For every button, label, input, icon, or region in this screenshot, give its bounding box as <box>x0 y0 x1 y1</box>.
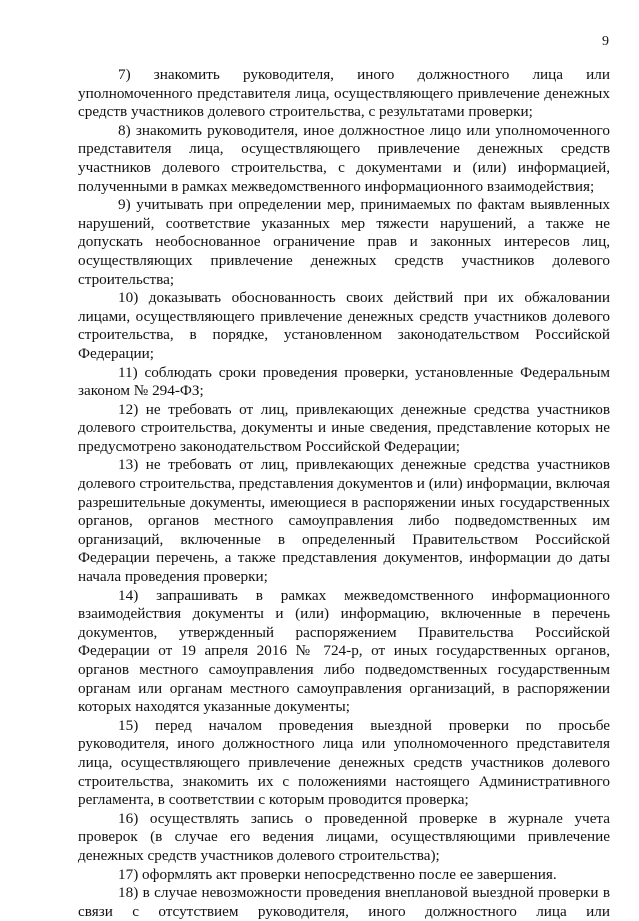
paragraph-item-18: 18) в случае невозможности проведения внеплановой выездной проверки в связи с отсутствием руководителя, иного должностного лица или <box>78 884 610 920</box>
paragraph-item-14: 14) запрашивать в рамках межведомственного информационного взаимодействия документы и (или) информацию, включенные в перечень документов, утвержденный распоряжением Правительства Российской Федерации от 19 апреля 2016 № 724-р, от иных государственных органов, органов местного самоуправления либо подведомственных государственным органам или органам местного самоуправления организаций, в распоряжении которых находятся указанные документы; <box>78 586 610 716</box>
paragraph-item-13: 13) не требовать от лиц, привлекающих денежные средства участников долевого строительства, представления документов и (или) информации, включая разрешительные документы, имеющиеся в распоряжении иных государственных органов, органов местного самоуправления либо подведомственных им организаций, включенные в определенный Правительством Российской Федерации перечень, а также представления документов, информации до даты начала проведения проверки; <box>78 456 610 586</box>
paragraph-item-7: 7) знакомить руководителя, иного должностного лица или уполномоченного представителя лица, осуществляющего привлечение денежных средств участников долевого строительства, с результатами проверки; <box>78 66 610 121</box>
paragraph-item-9: 9) учитывать при определении мер, принимаемых по фактам выявленных нарушений, соответствие указанных мер тяжести нарушений, а также не допускать необоснованное ограничение прав и законных интересов лиц, осуществляющих привлечение денежных средств участников долевого строительства; <box>78 196 610 288</box>
paragraph-item-8: 8) знакомить руководителя, иное должностное лицо или уполномоченного представителя лица, осуществляющего привлечение денежных средств участников долевого строительства, с документами и (или) информацией, полученными в рамках межведомственного информационного взаимодействия; <box>78 121 610 195</box>
paragraph-item-12: 12) не требовать от лиц, привлекающих денежные средства участников долевого строительства, документы и иные сведения, представление которых не предусмотрено законодательством Российской Федерации; <box>78 400 610 455</box>
document-body <box>78 66 610 921</box>
page-number: 9 <box>602 34 609 49</box>
paragraph-item-11: 11) соблюдать сроки проведения проверки, установленные Федеральным законом № 294-ФЗ; <box>78 363 610 400</box>
paragraph-item-17: 17) оформлять акт проверки непосредственно после ее завершения. <box>118 865 557 883</box>
paragraph-item-15: 15) перед началом проведения выездной проверки по просьбе руководителя, иного должностного лица или уполномоченного представителя лица, осуществляющего привлечение денежных средств участников долевого строительства, знакомить их с положениями настоящего Административного регламента, в соответствии с которым проводится проверка; <box>78 716 610 809</box>
paragraph-item-16: 16) осуществлять запись о проведенной проверке в журнале учета проверок (в случае его ведения лицами, осуществляющими привлечение денежных средств участников долевого строительства); <box>78 809 610 864</box>
paragraph-item-10: 10) доказывать обоснованность своих действий при их обжаловании лицами, осуществляющего привлечение денежных средств участников долевого строительства, в порядке, установленном законодательством Российской Федерации; <box>78 289 610 362</box>
